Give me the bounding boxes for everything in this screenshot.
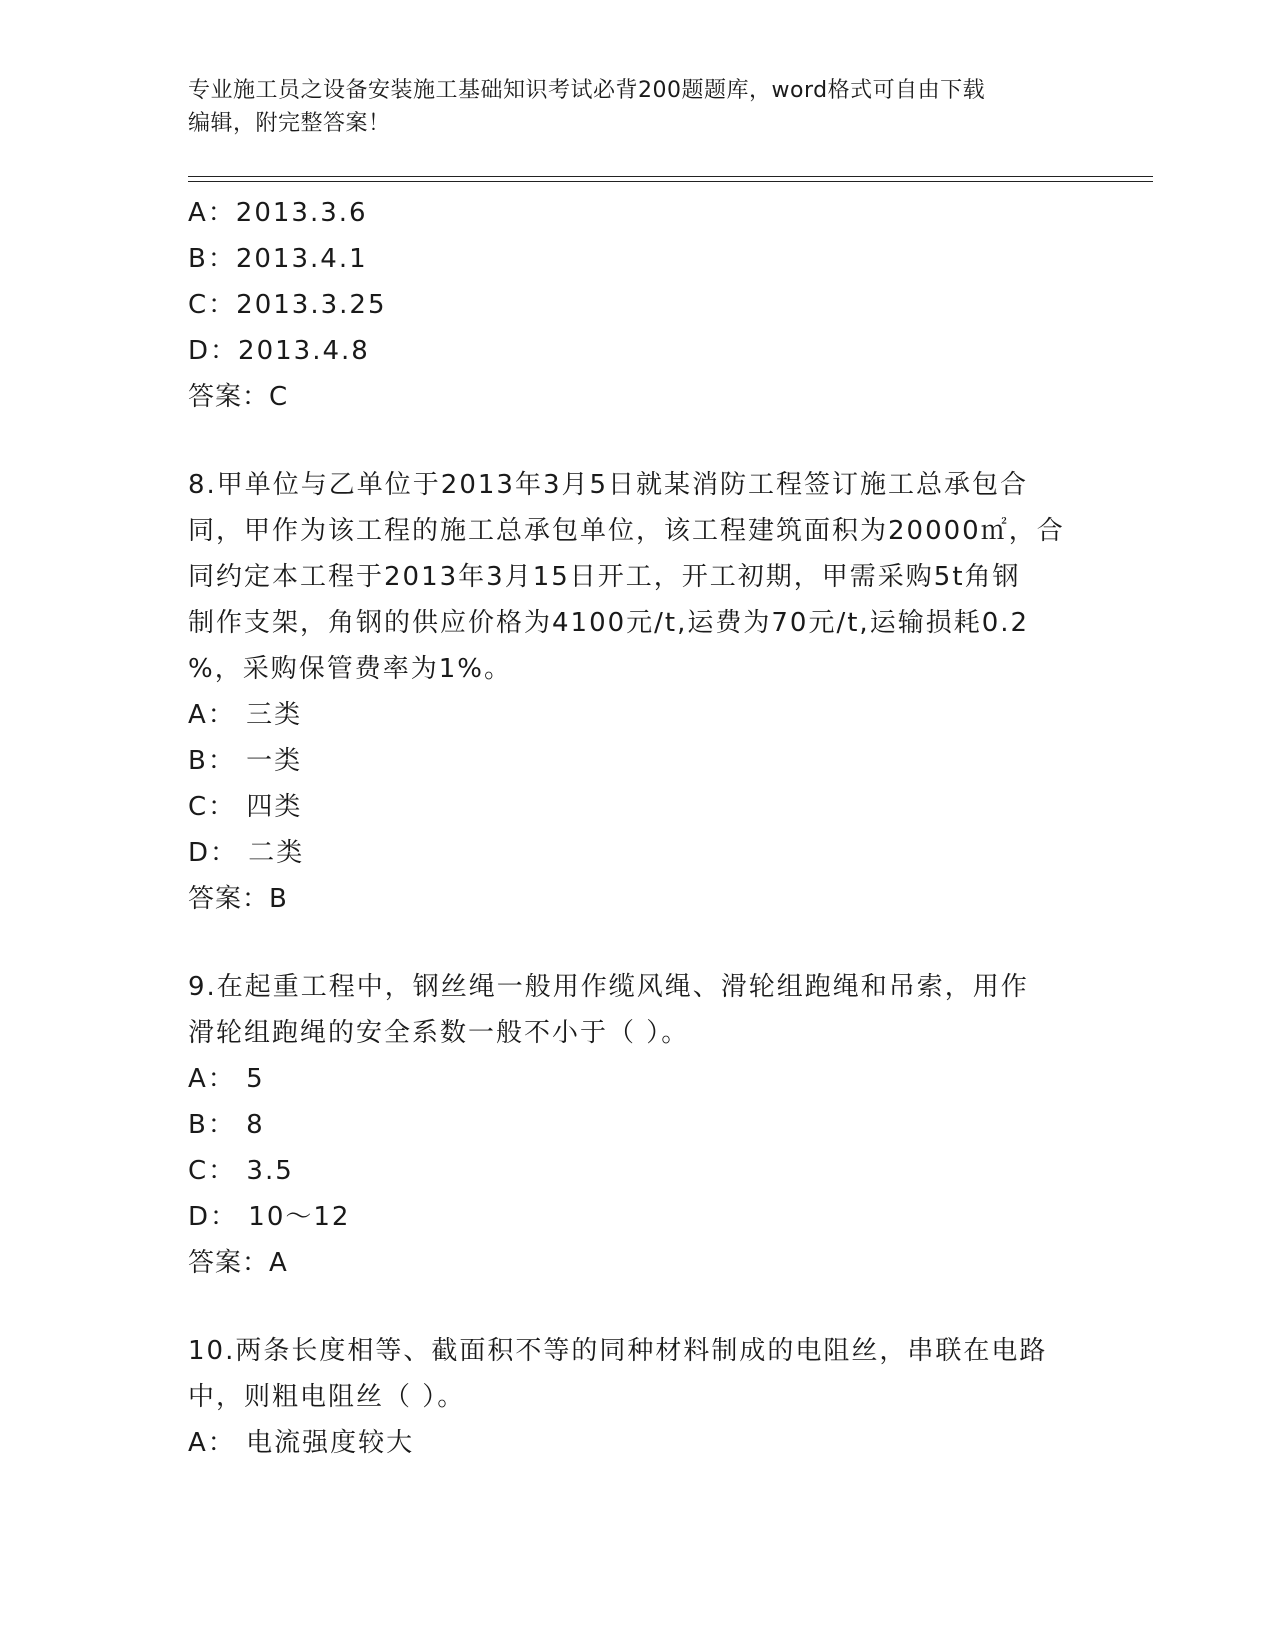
option-c: C：2013.3.25 bbox=[188, 290, 387, 320]
question-text-line: 制作支架，角钢的供应价格为4100元/t,运费为70元/t,运输损耗0.2 bbox=[188, 608, 1030, 638]
answer: 答案：A bbox=[188, 1248, 288, 1278]
option-c: C： 四类 bbox=[188, 792, 303, 822]
question-10 bbox=[188, 1328, 1088, 1466]
option-d: D： 10～12 bbox=[188, 1202, 351, 1232]
option-a: A： 三类 bbox=[188, 700, 303, 730]
option-b: B： 一类 bbox=[188, 746, 303, 776]
question-8 bbox=[188, 462, 1088, 922]
document-header bbox=[188, 74, 1088, 140]
question-7 bbox=[188, 190, 1088, 420]
option-c: C： 3.5 bbox=[188, 1156, 294, 1186]
question-text-line: 中，则粗电阻丝（ ）。 bbox=[188, 1382, 466, 1412]
question-text-line: 9.在起重工程中，钢丝绳一般用作缆风绳、滑轮组跑绳和吊索，用作 bbox=[188, 972, 1029, 1002]
answer: 答案：C bbox=[188, 382, 289, 412]
question-text-line: 10.两条长度相等、截面积不等的同种材料制成的电阻丝，串联在电路 bbox=[188, 1336, 1048, 1366]
header-line-2: 编辑，附完整答案！ bbox=[188, 111, 391, 136]
option-a: A： 电流强度较大 bbox=[188, 1428, 415, 1458]
header-line-1: 专业施工员之设备安装施工基础知识考试必背200题题库，word格式可自由下载 bbox=[188, 78, 986, 103]
question-text-line: 滑轮组跑绳的安全系数一般不小于（ ）。 bbox=[188, 1018, 690, 1048]
option-b: B： 8 bbox=[188, 1110, 265, 1140]
option-b: B：2013.4.1 bbox=[188, 244, 368, 274]
question-text-line: 8.甲单位与乙单位于2013年3月5日就某消防工程签订施工总承包合 bbox=[188, 470, 1029, 500]
header-rule-bottom bbox=[188, 181, 1153, 182]
document-body bbox=[188, 190, 1088, 1466]
option-a: A：2013.3.6 bbox=[188, 198, 368, 228]
question-9 bbox=[188, 964, 1088, 1286]
question-text-line: 同约定本工程于2013年3月15日开工，开工初期，甲需采购5t角钢 bbox=[188, 562, 1021, 592]
option-a: A： 5 bbox=[188, 1064, 265, 1094]
option-d: D： 二类 bbox=[188, 838, 305, 868]
answer: 答案：B bbox=[188, 884, 288, 914]
question-text-line: %，采购保管费率为1%。 bbox=[188, 654, 512, 684]
option-d: D：2013.4.8 bbox=[188, 336, 370, 366]
question-text-line: 同，甲作为该工程的施工总承包单位，该工程建筑面积为20000㎡，合 bbox=[188, 516, 1065, 546]
header-rule-top bbox=[188, 176, 1153, 177]
